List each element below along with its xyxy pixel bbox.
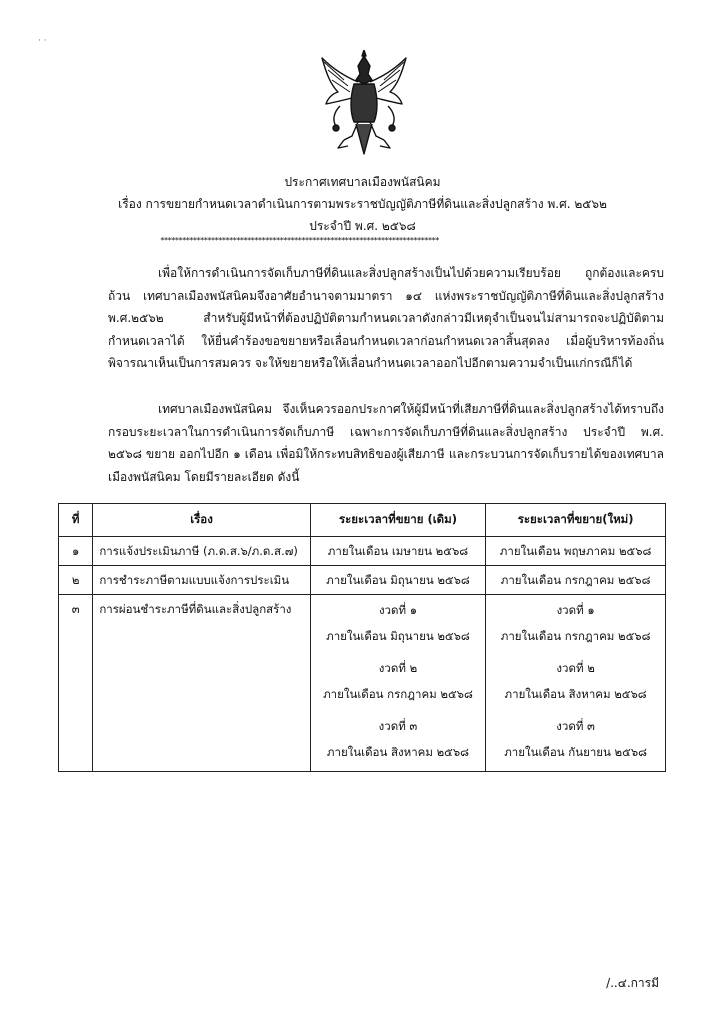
- row-topic: การผ่อนชำระภาษีที่ดินและสิ่งปลูกสร้าง: [93, 595, 310, 772]
- installment-label: งวดที่ ๑: [378, 603, 418, 617]
- installment-label: งวดที่ ๒: [378, 661, 418, 675]
- installment-month: ภายในเดือน มิถุนายน ๒๕๖๘: [326, 629, 470, 643]
- table-row: [59, 566, 666, 595]
- installment-label: งวดที่ ๑: [556, 603, 595, 617]
- paragraph-1: [108, 262, 664, 375]
- row-new-period: ภายในเดือน กรกฎาคม ๒๕๖๘: [486, 566, 666, 595]
- installment-label: งวดที่ ๓: [378, 719, 418, 733]
- table-row: [59, 595, 666, 772]
- row-new-period: ภายในเดือน พฤษภาคม ๒๕๖๘: [486, 537, 666, 566]
- installment-month: ภายในเดือน สิงหาคม ๒๕๖๘: [504, 687, 647, 701]
- row-old-installments: [310, 595, 485, 772]
- installment-stack: [492, 595, 659, 771]
- header-no: ที่: [59, 504, 93, 537]
- row-no: ๑: [59, 537, 93, 566]
- row-old-period: ภายในเดือน เมษายน ๒๕๖๘: [310, 537, 485, 566]
- installment-label: งวดที่ ๓: [556, 719, 595, 733]
- header-topic: เรื่อง: [93, 504, 310, 537]
- installment-stack: [317, 595, 479, 771]
- header-old-period: ระยะเวลาที่ขยาย (เดิม): [310, 504, 485, 537]
- garuda-emblem-icon: [318, 50, 410, 158]
- installment-month: ภายในเดือน กันยายน ๒๕๖๘: [504, 745, 648, 759]
- corner-mark: · ·: [38, 36, 47, 46]
- row-old-period: ภายในเดือน มิถุนายน ๒๕๖๘: [310, 566, 485, 595]
- row-topic: การแจ้งประเมินภาษี (ภ.ด.ส.๖/ภ.ด.ส.๗): [93, 537, 310, 566]
- installment-label: งวดที่ ๒: [556, 661, 595, 675]
- schedule-table: [58, 503, 666, 772]
- row-new-installments: [486, 595, 666, 772]
- installment-month: ภายในเดือน กรกฎาคม ๒๕๖๘: [500, 629, 651, 643]
- installment-month: ภายในเดือน สิงหาคม ๒๕๖๘: [326, 745, 470, 759]
- row-no: ๒: [59, 566, 93, 595]
- row-no: ๓: [59, 595, 93, 772]
- paragraph-2: [108, 398, 664, 488]
- asterisk-separator: *****************************************************************************: [160, 236, 439, 245]
- continuation-marker: /..๔.การมี: [606, 976, 659, 990]
- table-header-row: [59, 504, 666, 537]
- paragraph-1-text: เพื่อให้การดำเนินการจัดเก็บภาษีที่ดินและสิ่งปลูกสร้างเป็นไปด้วยความเรียบร้อย ถูกต้องและครบถ้วน เทศบาลเมืองพนัสนิคมจึงอาศัยอำนาจตามมาตรา ๑๔ แห่งพระราชบัญญัติภาษีที่ดินและสิ่งปลูกสร้าง พ.ศ.๒๕๖๒ สำหรับผู้มีหน้าที่ต้องปฏิบัติตามกำหนดเวลาดังกล่าวมีเหตุจำเป็นจนไม่สามารถจะปฏิบัติตามกำหนดเวลาได้ ให้ยื่นคำร้องขอขยายหรือเลื่อนกำหนดเวลาก่อนกำหนดเวลาสิ้นสุดลง เมื่อผู้บริหารท้องถิ่นพิจารณาเห็นเป็นการสมควร จะให้ขยายหรือให้เลื่อนกำหนดเวลาออกไปอีกตามความจำเป็นแก่กรณีก็ได้: [108, 266, 664, 370]
- announcement-subject: เรื่อง การขยายกำหนดเวลาดำเนินการตามพระราชบัญญัติภาษีที่ดินและสิ่งปลูกสร้าง พ.ศ. ๒๕๖๒: [118, 197, 607, 211]
- installment-month: ภายในเดือน กรกฎาคม ๒๕๖๘: [323, 687, 473, 701]
- row-topic: การชำระภาษีตามแบบแจ้งการประเมิน: [93, 566, 310, 595]
- announcement-year: ประจำปี พ.ศ. ๒๕๖๘: [309, 219, 416, 233]
- table-row: [59, 537, 666, 566]
- announcement-title: ประกาศเทศบาลเมืองพนัสนิคม: [284, 175, 441, 189]
- paragraph-2-text: เทศบาลเมืองพนัสนิคม จึงเห็นควรออกประกาศให้ผู้มีหน้าที่เสียภาษีที่ดินและสิ่งปลูกสร้างได้ทราบถึงกรอบระยะเวลาในการดำเนินการจัดเก็บภาษี เฉพาะการจัดเก็บภาษีที่ดินและสิ่งปลูกสร้าง ประจำปี พ.ศ. ๒๕๖๘ ขยาย ออกไปอีก ๑ เดือน เพื่อมิให้กระทบสิทธิของผู้เสียภาษี และกระบวนการจัดเก็บรายได้ของเทศบาลเมืองพนัสนิคม โดยมีรายละเอียด ดังนี้: [108, 402, 664, 484]
- header-new-period: ระยะเวลาที่ขยาย(ใหม่): [486, 504, 666, 537]
